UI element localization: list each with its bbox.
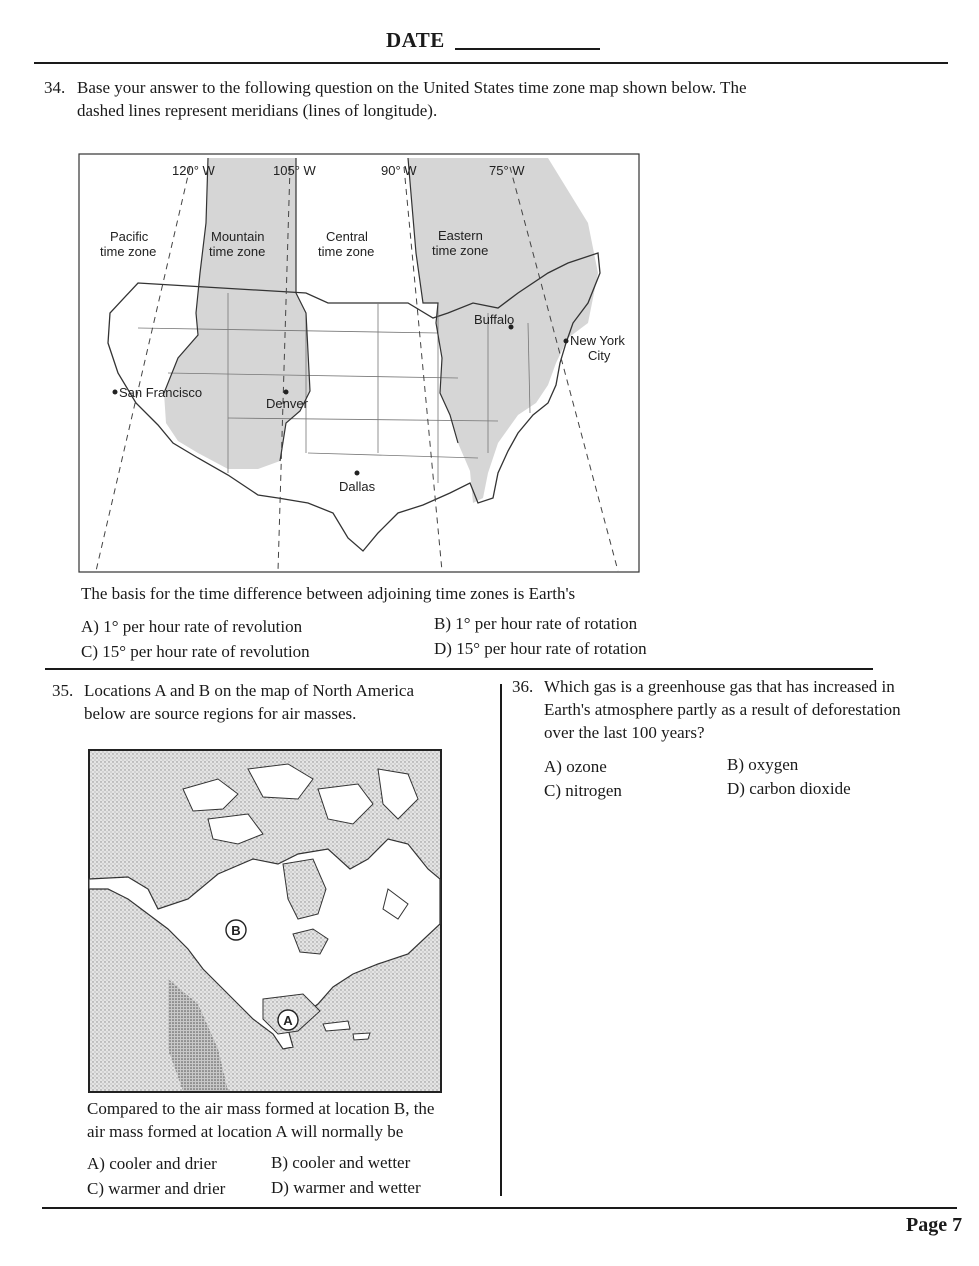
page-number: Page 7	[906, 1214, 963, 1236]
zone-label-eastern-1: Eastern	[438, 228, 483, 243]
q34-bottom-rule	[45, 668, 873, 670]
option-letter: A)	[87, 1154, 105, 1173]
city-new-york-1: New York	[570, 333, 625, 348]
date-blank-line	[455, 48, 600, 50]
q34-option-b[interactable]	[434, 614, 637, 634]
option-letter: B)	[434, 614, 451, 633]
q35-option-b[interactable]	[271, 1153, 410, 1173]
q36-number: 36.	[512, 677, 534, 696]
option-text: 1° per hour rate of revolution	[103, 617, 303, 636]
location-b-marker	[226, 920, 246, 940]
option-letter: D)	[727, 779, 745, 798]
city-denver: Denver	[266, 396, 308, 411]
q35-option-c[interactable]	[87, 1179, 225, 1199]
option-text: oxygen	[748, 755, 799, 774]
meridian-label-75: 75° W	[489, 163, 525, 178]
option-letter: C)	[544, 781, 561, 800]
q35-intro-line2: below are source regions for air masses.	[84, 704, 357, 723]
city-dallas: Dallas	[339, 479, 376, 494]
header-rule	[34, 62, 948, 64]
meridian-label-120: 120° W	[172, 163, 215, 178]
option-text: cooler and wetter	[292, 1153, 411, 1172]
q34-intro-line2: dashed lines represent meridians (lines of longitude).	[77, 101, 438, 120]
option-letter: D)	[434, 639, 452, 658]
q34-intro-line1: Base your answer to the following question on the United States time zone map shown below. The	[77, 78, 747, 97]
zone-label-pacific-1: Pacific	[110, 229, 149, 244]
option-text: cooler and drier	[109, 1154, 217, 1173]
us-time-zone-map	[78, 153, 640, 573]
denver-dot	[284, 390, 289, 395]
q34-option-a[interactable]	[81, 617, 302, 637]
option-letter: B)	[271, 1153, 288, 1172]
option-text: ozone	[566, 757, 607, 776]
option-text: 15° per hour rate of revolution	[102, 642, 310, 661]
location-a-label: A	[283, 1013, 293, 1028]
zone-label-mountain-1: Mountain	[211, 229, 265, 244]
city-san-francisco: San Francisco	[119, 385, 203, 400]
option-text: warmer and drier	[108, 1179, 226, 1198]
q35-option-d[interactable]	[271, 1178, 421, 1198]
option-letter: C)	[81, 642, 98, 661]
option-letter: C)	[87, 1179, 104, 1198]
q34-question: The basis for the time difference between adjoining time zones is Earth's	[81, 584, 576, 603]
meridian-label-90: 90° W	[381, 163, 417, 178]
q34-option-d[interactable]	[434, 639, 647, 659]
option-text: warmer and wetter	[293, 1178, 421, 1197]
zone-label-pacific-2: time zone	[100, 244, 157, 259]
q36-option-a[interactable]	[544, 757, 607, 777]
option-text: nitrogen	[565, 781, 622, 800]
q36-option-b[interactable]	[727, 755, 798, 775]
q36-option-c[interactable]	[544, 781, 622, 801]
q35-number: 35.	[52, 681, 74, 700]
option-text: carbon dioxide	[749, 779, 851, 798]
zone-label-eastern-2: time zone	[432, 243, 489, 258]
footer-rule	[42, 1207, 957, 1209]
zone-label-central-1: Central	[326, 229, 368, 244]
option-letter: B)	[727, 755, 744, 774]
q35-question-line1: Compared to the air mass formed at location B, the	[87, 1099, 435, 1118]
location-b-label: B	[231, 923, 241, 938]
q35-option-a[interactable]	[87, 1154, 217, 1174]
q34-number: 34.	[44, 78, 66, 97]
q36-line2: Earth's atmosphere partly as a result of deforestation	[544, 700, 901, 719]
meridian-label-105: 105° W	[273, 163, 316, 178]
option-letter: A)	[544, 757, 562, 776]
column-divider	[500, 684, 502, 1196]
san-francisco-dot	[113, 390, 118, 395]
new-york-dot	[564, 339, 569, 344]
option-text: 1° per hour rate of rotation	[455, 614, 638, 633]
zone-label-central-2: time zone	[318, 244, 375, 259]
q36-line3: over the last 100 years?	[544, 723, 705, 742]
q34-option-c[interactable]	[81, 642, 310, 662]
option-letter: D)	[271, 1178, 289, 1197]
q35-intro-line1: Locations A and B on the map of North America	[84, 681, 415, 700]
city-buffalo: Buffalo	[474, 312, 515, 327]
zone-label-mountain-2: time zone	[209, 244, 266, 259]
q36-option-d[interactable]	[727, 779, 851, 799]
dallas-dot	[355, 471, 360, 476]
option-text: 15° per hour rate of rotation	[456, 639, 647, 658]
location-a-marker	[278, 1010, 298, 1030]
city-new-york-2: City	[588, 348, 611, 363]
q36-line1: Which gas is a greenhouse gas that has increased in	[544, 677, 895, 696]
north-america-map	[88, 749, 442, 1093]
date-label: DATE	[386, 28, 445, 52]
q35-question-line2: air mass formed at location A will normally be	[87, 1122, 404, 1141]
option-letter: A)	[81, 617, 99, 636]
